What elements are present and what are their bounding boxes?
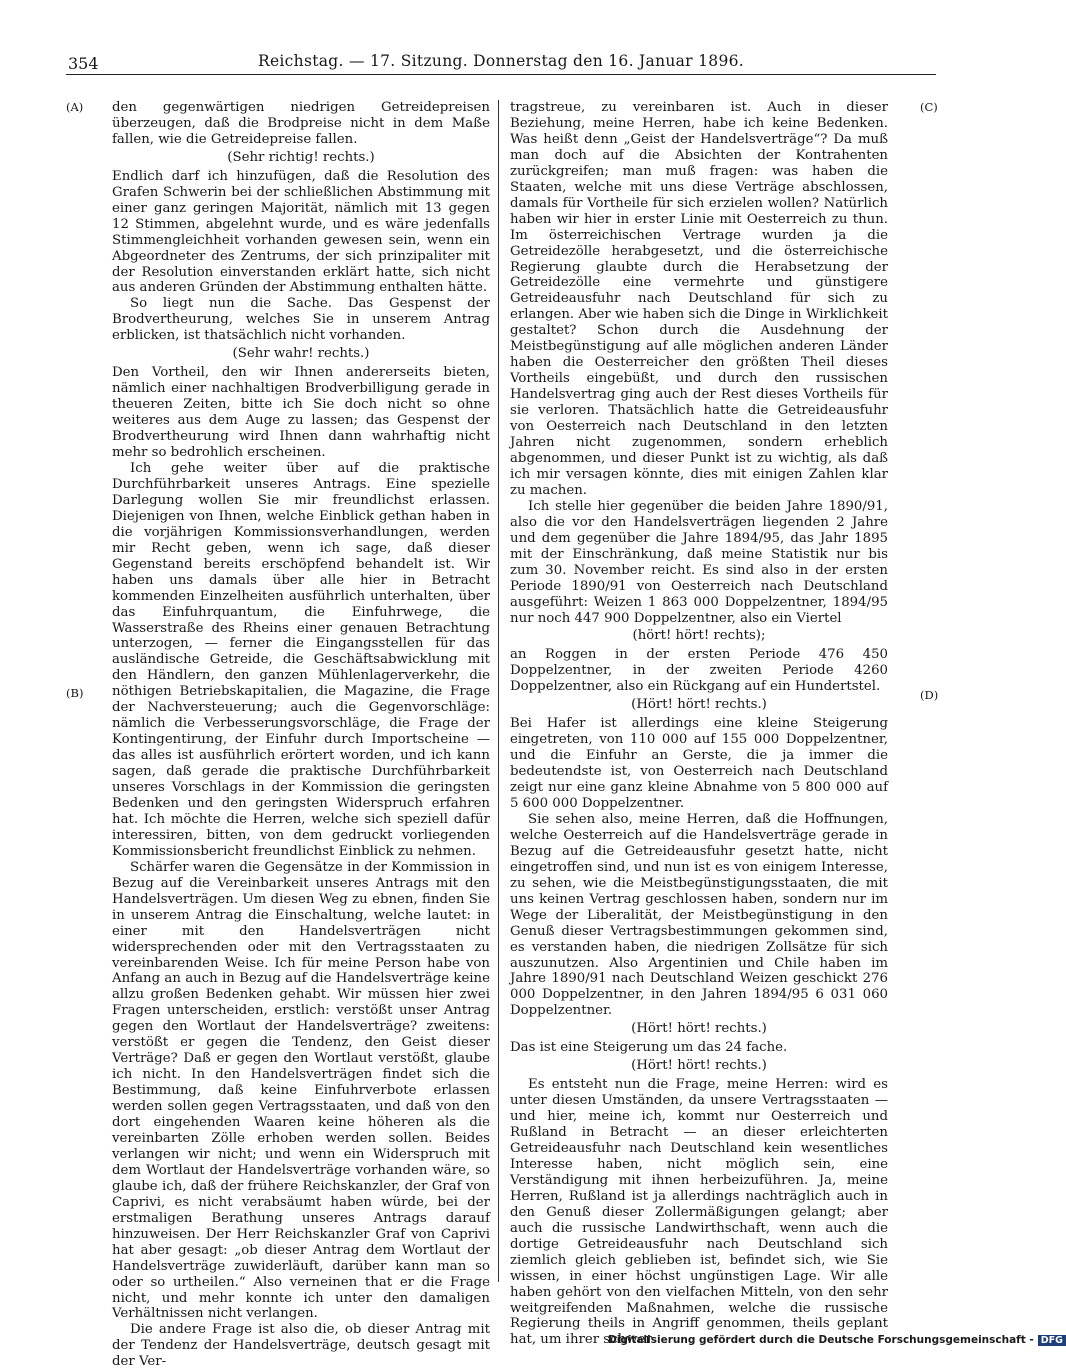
margin-marker-c: (C) bbox=[920, 100, 938, 114]
interjection: (Sehr richtig! rechts.) bbox=[227, 149, 375, 165]
margin-marker-b: (B) bbox=[66, 686, 84, 700]
interjection: (Hört! hört! rechts.) bbox=[631, 697, 767, 713]
paragraph: Es entsteht nun die Frage, meine Herren: wird es unter diesen Umständen, da unsere Vertragsstaaten — und hier, meine ich, kommt nur Oesterreich und Rußland in Betracht — an dieser erleichterten Getreideausfuhr nach Deutschland kein wesentliches Interesse haben, nicht möglich sein, eine Verständigung mit ihnen herbeizuführen. Ja, meine Herren, Rußland ist ja allerdings nachträglich auch in den Genuß dieser Zollermäßigungen gelangt; aber auch die russische Landwirthschaft, wenn auch die dortige Getreideausfuhr nach Deutschland sich ziemlich gleich geblieben ist, befindet sich, wie Sie wissen, in einer höchst ungünstigen Lage. Wir alle haben gehört von den vielfachen Mitteln, von den sehr weitgreifenden Maßnahmen, welche die russische Regierung theils in Angriff genommen, theils geplant hat, um ihrer schwer bbox=[510, 1077, 888, 1348]
running-title: Reichstag. — 17. Sitzung. Donnerstag den 16. Januar 1896. bbox=[257, 52, 744, 70]
page-number: 354 bbox=[68, 54, 99, 73]
paragraph: Das ist eine Steigerung um das 24 fache. bbox=[510, 1040, 788, 1056]
page-header bbox=[66, 48, 936, 75]
paragraph: Den Vortheil, den wir Ihnen andererseits bieten, nämlich einer nachhaltigen Brodverbilligung gerade in theueren Zeiten, bitte ich Sie doch nicht so ohne weiteres aus dem Auge zu lassen; das Gespenst der Brodvertheurung wird Ihnen dann wahrhaftig nicht mehr so bedrohlich erscheinen. bbox=[112, 365, 490, 461]
left-column bbox=[112, 100, 490, 1370]
paragraph: So liegt nun die Sache. Das Gespenst der Brodvertheurung, welches Sie in unserem Antrag erblicken, ist thatsächlich nicht vorhanden. bbox=[112, 296, 490, 344]
paragraph: den gegenwärtigen niedrigen Getreidepreisen überzeugen, daß die Brodpreise nicht in dem Maße fallen, wie die Getreidepreise fallen. bbox=[112, 100, 490, 147]
interjection: (Hört! hört! rechts.) bbox=[631, 1058, 767, 1074]
paragraph: Schärfer waren die Gegensätze in der Kommission in Bezug auf die Vereinbarkeit unseres Antrags mit den Handelsverträgen. Um diesen Weg zu ebnen, finden Sie in unserem Antrag die Einschaltung, welche lautet: in einer mit den Handelsverträgen nicht widersprechenden oder mit den Vertragsstaaten zu vereinbarenden Weise. Ich für meine Person habe von Anfang an auch in Bezug auf die Handelsverträge keine allzu großen Bedenken gehabt. Wir müssen hier zwei Fragen unterscheiden, erstlich: verstößt unser Antrag gegen den Wortlaut der Handelsverträge? zweitens: verstößt er gegen die Tendenz, den Geist dieser Verträge? Daß er gegen den Wortlaut verstößt, glaube ich nicht. In den Handelsverträgen findet sich die Bestimmung, daß keine Einfuhrverbote erlassen werden sollen gegen Vertragsstaaten, und daß von den dort eingehenden Waaren keine höheren als die vereinbarten Zölle erhoben werden sollen. Beides verlangen wir nicht; und wenn ein Widerspruch mit dem Wortlaut der Handelsverträge vorhanden wäre, so glaube ich, daß der frühere Reichskanzler, der Graf von Caprivi, es nicht verabsäumt haben würde, bei der erstmaligen Berathung unseres Antrags darauf hinzuweisen. Der Herr Reichskanzler Graf von Caprivi hat aber gesagt: „ob dieser Antrag dem Wortlaut der Handelsverträge zuwiderläuft, darüber kann man so oder so urtheilen.“ Also verneinen that er die Frage nicht, und mehr konnte ich unter den damaligen Verhältnissen nicht verlangen. bbox=[112, 859, 490, 1322]
paragraph: Ich gehe weiter über auf die praktische Durchführbarkeit unseres Antrags. Eine spezielle Darlegung wollen Sie mir freundlichst erlassen. Diejenigen von Ihnen, welche Einblick gethan haben in die vorjährigen Kommissionsverhandlungen, werden mir Recht geben, wenn ich sage, daß dieser Gegenstand bereits erschöpfend behandelt ist. Wir haben uns damals über alle hier in Betracht kommenden Einzelheiten ausführlich unterhalten, über das Einfuhrquantum, die Einfuhrwege, die Wasserstraße des Rheins einer genauen Betrachtung unterzogen, — ferner die Eingangsstellen für das ausländische Getreide, die Geschäftsabwicklung mit den Händlern, den ganzen Mühlenlagerverkehr, die nöthigen Betriebskapitalien, die Magazine, die Frage der Nachversteuerung; auch die Gegenvorschläge: nämlich die Verbesserungsvorschläge, die Frage der Kontingentirung, der Einfuhr durch Importscheine — das alles ist ausführlich erörtert worden, und ich kann sagen, daß gerade die praktische Durchführbarkeit unseres Vorschlags in der Kommission die geringsten Bedenken und den geringsten Widerspruch erfahren hat. Ich möchte die Herren, welche sich speziell dafür interessiren, bitten, von dem gedruckt vorliegenden Kommissionsbericht freundlichst Einblick zu nehmen. bbox=[112, 460, 490, 859]
interjection: (Hört! hört! rechts.) bbox=[631, 1021, 767, 1037]
paragraph: Sie sehen also, meine Herren, daß die Hoffnungen, welche Oesterreich auf die Handelsverträge gerade in Bezug auf die Getreideausfuhr gesetzt hatte, nicht eingetroffen sind, und nun ist es von einigem Interesse, zu sehen, wie die Meistbegünstigungsstaaten, die mit uns keinen Vertrag geschlossen haben, sondern nur im Wege der Liberalität, der Meistbegünstigung in den Genuß dieser Vertragsbestimmungen gekommen sind, es verstanden haben, die niedrigen Zollsätze für sich auszunutzen. Also Argentinien und Chile haben im Jahre 1890/91 nach Deutschland Weizen geschickt 276 000 Doppelzentner, in den Jahren 1894/95 6 031 060 Doppelzentner. bbox=[510, 811, 888, 1019]
interjection: (Sehr wahr! rechts.) bbox=[232, 346, 370, 362]
paragraph: Die andere Frage ist also die, ob dieser Antrag mit der Tendenz der Handelsverträge, deutsch gesagt mit der Ver- bbox=[112, 1322, 490, 1370]
margin-marker-d: (D) bbox=[920, 688, 939, 702]
paragraph: Endlich darf ich hinzufügen, daß die Resolution des Grafen Schwerin bei der schließlichen Abstimmung mit einer ganz geringen Majorität, nämlich mit 13 gegen 12 Stimmen, abgelehnt wurde, und es wäre jedenfalls Stimmengleichheit vorhanden gewesen sein, wenn ein Abgeordneter des Zentrums, der sich prinzipaliter mit der Resolution einverstanden erklärt hatte, sich nicht aus anderen Gründen der Abstimmung enthalten hätte. bbox=[112, 168, 490, 296]
paragraph: Bei Hafer ist allerdings eine kleine Steigerung eingetreten, von 110 000 auf 155 000 Doppelzentner, und die Einfuhr an Gerste, die ja immer die bedeutendste ist, von Oesterreich nach Deutschland zeigt nur eine ganz kleine Abnahme von 5 800 000 auf 5 600 000 Doppelzentner. bbox=[510, 716, 888, 811]
paragraph: Ich stelle hier gegenüber die beiden Jahre 1890/91, also die vor den Handelsverträgen liegenden 2 Jahre und dem gegenüber die Jahre 1894/95, das Jahr 1895 mit der Einschränkung, daß meine Statistik nur bis zum 30. November reicht. Es sind also in der ersten Periode 1890/91 von Oesterreich nach Deutschland ausgeführt: Weizen 1 863 000 Doppelzentner, 1894/95 nur noch 447 900 Doppelzentner, also ein Viertel bbox=[510, 498, 888, 626]
right-column bbox=[510, 100, 888, 1348]
column-divider bbox=[498, 100, 499, 1282]
interjection: (hört! hört! rechts); bbox=[632, 628, 766, 644]
digitization-footer bbox=[608, 1334, 1066, 1346]
margin-marker-a: (A) bbox=[66, 100, 84, 114]
paragraph: an Roggen in der ersten Periode 476 450 Doppelzentner, in der zweiten Periode 4260 Doppelzentner, also ein Rückgang auf ein Hundertstel. bbox=[510, 647, 888, 695]
paragraph: tragstreue, zu vereinbaren ist. Auch in dieser Beziehung, meine Herren, habe ich keine Bedenken. Was heißt denn „Geist der Handelsverträge“? Da muß man doch auf die Absichten der Kontrahenten zurückgreifen; man muß fragen: was haben die Staaten, welche mit uns diese Verträge abschlossen, damals für Vortheile für sich erzielen wollen? Natürlich haben wir hier in erster Linie mit Oesterreich zu thun. Im österreichischen Vertrage wurden ja die Getreidezölle herabgesetzt, und die österreichische Regierung glaubte durch die Herabsetzung der Getreidezölle eine vermehrte und günstigere Getreideausfuhr nach Deutschland für sich zu erlangen. Aber wie haben sich die Dinge in Wirklichkeit gestaltet? Schon durch die Ausdehnung der Meistbegünstigung auf alle möglichen anderen Länder haben die Oesterreicher den größten Theil dieses Vortheils eingebüßt, und durch den russischen Handelsvertrag ging auch der Rest dieses Vortheils für sie verloren. Thatsächlich hatte die Getreideausfuhr von Oesterreich nach Deutschland in den letzten Jahren nicht zugenommen, sondern erheblich abgenommen, und dieser Punkt ist zu wichtig, als daß ich mir versagen könnte, dies mit einigen Zahlen klar zu machen. bbox=[510, 100, 888, 498]
dfg-logo: DFG bbox=[1038, 1335, 1066, 1346]
footer-text: Digitalisierung gefördert durch die Deutsche Forschungsgemeinschaft - bbox=[608, 1334, 1034, 1346]
